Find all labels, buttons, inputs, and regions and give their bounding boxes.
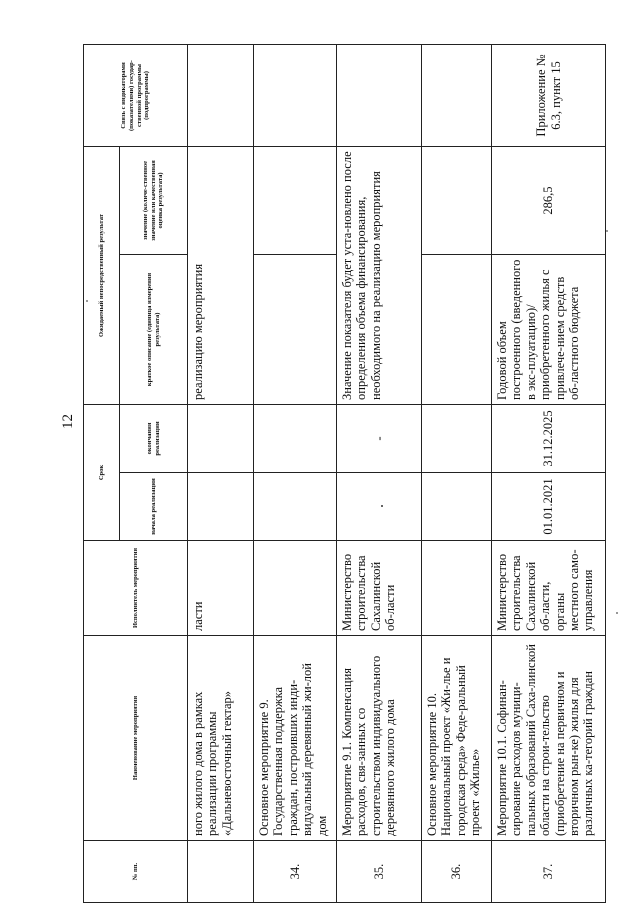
row-result-merged: реализацию мероприятия [188, 147, 254, 405]
row-name: Мероприятие 10.1. Софинан-сирование расходов муници-пальных образований Саха-линской области на строи-тельство (приобретение на первичном и вторичном рын-ке) жилья для различных ка-тегорий граждан [492, 636, 606, 841]
header-term-end: окончания реализации [120, 405, 188, 473]
header-executor: Исполнитель мероприятия [84, 541, 188, 636]
table-row [337, 45, 422, 903]
header-link: Связь с индикаторами (показателями) государ-ственной программы (подпрограммы) [84, 45, 188, 147]
row-end: - [337, 405, 422, 473]
row-start [188, 473, 254, 541]
row-executor: Министерство строительства Сахалинской об-ласти [337, 541, 422, 636]
row-num: 37. [492, 841, 606, 903]
row-num: 34. [254, 841, 337, 903]
row-end: 31.12.2025 [492, 405, 606, 473]
program-table [83, 44, 606, 903]
row-result-value [422, 147, 492, 255]
header-num: № пп. [84, 841, 188, 903]
page-number: 12 [60, 414, 76, 429]
row-executor: ласти [188, 541, 254, 636]
table-row [188, 45, 254, 903]
scan-mark [381, 506, 383, 508]
row-result-desc [422, 255, 492, 405]
row-result-value [254, 147, 337, 255]
row-num: 35. [337, 841, 422, 903]
header-name: Наименование мероприятия [84, 636, 188, 841]
table-row [254, 45, 337, 903]
row-link [188, 45, 254, 147]
row-name: Основное мероприятие 9. Государственная поддержка граждан, построивших инди-видуальный деревянный жи-лой дом [254, 636, 337, 841]
row-end [188, 405, 254, 473]
table-row [492, 45, 606, 903]
row-result-merged: Значение показателя будет уста-новлено после определения объема финансирования, необходимого на реализацию мероприятия [337, 147, 422, 405]
header-result-value: значение (количе-ственное значение или качественная оценка результата) [120, 147, 188, 255]
row-name: Основное мероприятие 10. Национальный проект «Жи-лье и городская среда» Феде-ральный проект «Жилье» [422, 636, 492, 841]
header-result: Ожидаемый непосредственный результат [84, 147, 120, 405]
row-start [422, 473, 492, 541]
row-result-value: 286,5 [492, 147, 606, 255]
row-start [254, 473, 337, 541]
row-name: Мероприятие 9.1. Компенсация расходов, свя-занных со строительством индивидуального деревянного жилого дома [337, 636, 422, 841]
header-term: Срок [84, 405, 120, 541]
header-result-desc: краткое описание (единица измерения результата) [120, 255, 188, 405]
row-end [422, 405, 492, 473]
row-name: ного жилого дома в рамках реализации программы «Дальневосточный гектар» [188, 636, 254, 841]
row-result-desc: Годовой объем построенного (введенного в экс-плуатацию)/ приобретенного жилья с привлече-нием средств об-ластного бюджета [492, 255, 606, 405]
header-term-start: начала реализации [120, 473, 188, 541]
row-start [337, 473, 422, 541]
row-link [254, 45, 337, 147]
row-result-desc [254, 255, 337, 405]
row-executor [422, 541, 492, 636]
row-start: 01.01.2021 [492, 473, 606, 541]
scan-speck [606, 230, 608, 232]
row-link: Приложение № 6.3, пункт 15 [492, 45, 606, 147]
rotated-table-sheet [83, 45, 606, 903]
row-link [422, 45, 492, 147]
row-num [188, 841, 254, 903]
table-row [422, 45, 492, 903]
row-num: 36. [422, 841, 492, 903]
scan-speck [616, 612, 618, 614]
row-executor: Министерство строительства Сахалинской об-ласти, органы местного само-управления [492, 541, 606, 636]
row-end [254, 405, 337, 473]
row-executor [254, 541, 337, 636]
row-link [337, 45, 422, 147]
